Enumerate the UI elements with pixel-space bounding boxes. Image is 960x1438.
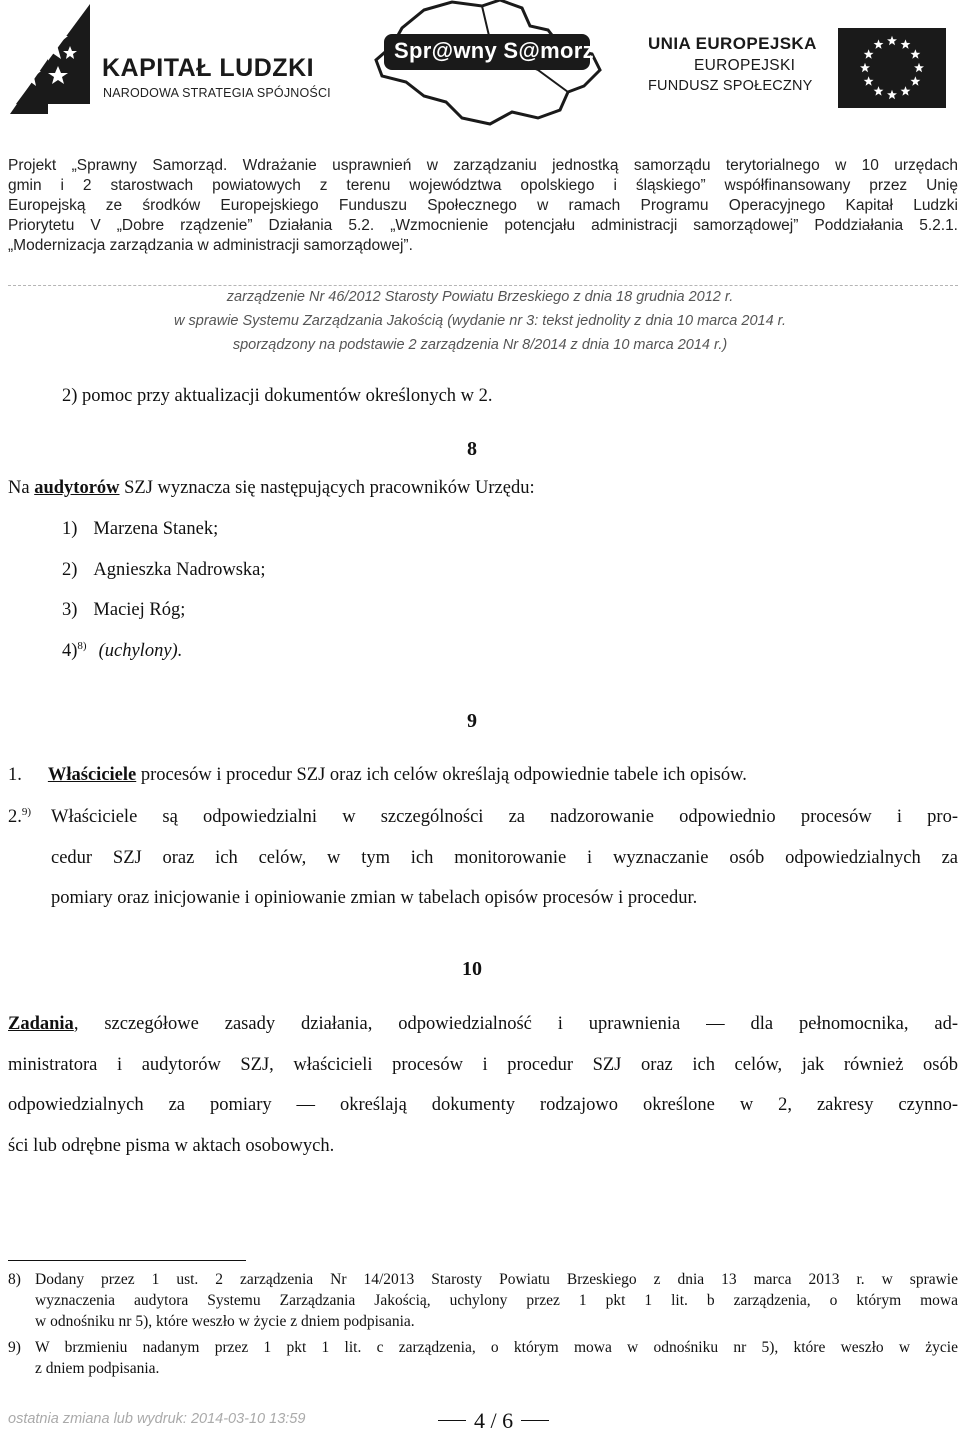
footnote-number: 8) <box>8 1271 21 1288</box>
paragraph-number <box>8 806 31 828</box>
footnote-line: w odnośniku nr 5), które weszło w życie z dniem podpisania. <box>35 1313 415 1330</box>
list-item-text: Maciej Róg; <box>93 600 186 620</box>
project-line: Priorytetu V „Dobre rządzenie” Działania 5.2. „Wzmocnienie potencjału administracji samorządowej” Poddziałania 5.2.1. <box>8 217 958 234</box>
intro-rest: SZJ wyznacza się następujących pracowników Urzędu: <box>119 478 535 498</box>
intro-prefix: Na <box>8 478 35 498</box>
footnote-ref-9: 9) <box>21 806 32 818</box>
footnote-line: Dodany przez 1 ust. 2 zarządzenia Nr 14/2013 Starosty Powiatu Brzeskiego z dnia 13 marca 2013 r. w sprawie <box>35 1271 958 1288</box>
tasks-term: Zadania <box>8 1014 74 1034</box>
footnote-number: 9) <box>8 1339 21 1356</box>
section-9-paragraph-1 <box>8 765 958 786</box>
list-item <box>62 519 218 540</box>
project-line: „Modernizacja zarządzania w administracji samorządowej”. <box>8 237 413 254</box>
footnote-line: z dniem podpisania. <box>35 1360 160 1377</box>
ue-subtitle-1: EUROPEJSKI <box>694 57 796 74</box>
project-line: Projekt „Sprawny Samorząd. Wdrażanie usprawnień w zarządzaniu jednostką samorządu terytorialnego w 10 urzędach <box>8 157 958 174</box>
list-item-number: 4) <box>62 641 78 661</box>
kapital-ludzki-emblem-icon <box>8 4 98 116</box>
list-item-number: 3) <box>62 600 78 620</box>
footnote-line: wyznaczenia audytora Systemu Zarządzania Jakością, uchylony przez 1 pkt 1 lit. b zarządzenia, o którym mowa <box>35 1292 958 1309</box>
section-8-intro <box>8 478 535 499</box>
list-item-number: 1) <box>62 519 78 539</box>
reference-line-3: sporządzony na podstawie 2 zarządzenia Nr 8/2014 z dnia 10 marca 2014 r.) <box>232 337 728 353</box>
page-number <box>430 1408 557 1434</box>
sprawny-samorzad-logo <box>362 0 621 126</box>
reference-line-1: zarządzenie Nr 46/2012 Starosty Powiatu Brzeskiego z dnia 18 grudnia 2012 r. <box>226 289 734 305</box>
reference-line-2: w sprawie Systemu Zarządzania Jakością (wydanie nr 3: tekst jednolity z dnia 10 marca 2014 r. <box>174 313 786 329</box>
section-10-paragraph <box>8 1004 958 1166</box>
auditors-term: audytorów <box>34 478 120 498</box>
list-item-text: Agnieszka Nadrowska; <box>93 560 266 580</box>
ue-subtitle-2: FUNDUSZ SPOŁECZNY <box>648 78 813 94</box>
kapital-ludzki-logo <box>8 4 338 116</box>
section-9-paragraph-2 <box>51 797 958 919</box>
section-heading-10: 10 <box>462 958 482 980</box>
page-number-text: 4 / 6 <box>474 1408 514 1433</box>
list-item <box>62 560 266 581</box>
unia-europejska-logo <box>648 26 948 110</box>
kapital-ludzki-title: KAPITAŁ LUDZKI <box>102 54 315 82</box>
paragraph-line: cedur SZJ oraz ich celów, w tym ich monitorowanie i wyznaczanie osób odpowiedzialnych za <box>51 847 958 868</box>
list-item <box>62 600 185 621</box>
list-item <box>62 640 182 662</box>
footnote-line: W brzmieniu nadanym przez 1 pkt 1 lit. c zarządzenia, o którym mowa w odnośniku nr 5), które weszło w życie <box>35 1339 958 1356</box>
paragraph-line: ministratora i audytorów SZJ, właścicieli procesów i procedur SZJ oraz ich celów, jak również osób <box>8 1054 958 1075</box>
section-heading-8: 8 <box>467 438 477 460</box>
project-description <box>8 156 958 256</box>
last-change-stamp: ostatnia zmiana lub wydruk: 2014-03-10 13:59 <box>8 1411 306 1427</box>
eu-flag-icon <box>838 28 946 108</box>
list-item-number: 2) <box>62 560 78 580</box>
paragraph-number: 1. <box>8 765 22 785</box>
footnote-ref-8: 8) <box>77 640 87 652</box>
paragraph-number-label: 2. <box>8 807 22 827</box>
list-item-text: Marzena Stanek; <box>93 519 219 539</box>
project-line: gmin i 2 starostwach powiatowych z terenu województwa opolskiego i śląskiego” współfinansowany przez Unię <box>8 177 958 194</box>
sprawny-samorzad-text: Spr@wny S@morząd <box>394 38 621 63</box>
ue-title: UNIA EUROPEJSKA <box>648 34 817 53</box>
paragraph-line: Właściciele są odpowiedzialni w szczególności za nadzorowanie odpowiednio procesów i pro- <box>51 807 958 827</box>
footnote-divider <box>8 1260 246 1261</box>
project-line: Europejską ze środków Europejskiego Funduszu Społecznego w ramach Programu Operacyjnego Kapitał Ludzki <box>8 197 958 214</box>
paragraph-line: pomiary oraz inicjowanie i opiniowanie zmian w tabelach opisów procesów i procedur. <box>51 888 698 908</box>
list-item-text: (uchylony). <box>98 641 183 661</box>
paragraph-line: odpowiedzialnych za pomiary — określają dokumenty rodzajowo określone w 2, zakresy czynno- <box>8 1095 958 1115</box>
paragraph-text: , szczegółowe zasady działania, odpowiedzialność i uprawnienia — dla pełnomocnika, ad- <box>73 1014 958 1034</box>
owners-term: Właściciele <box>47 765 137 785</box>
paragraph-line <box>8 1004 958 1045</box>
footnote-8 <box>8 1269 958 1332</box>
paragraph-line: ści lub odrębne pisma w aktach osobowych. <box>8 1135 335 1156</box>
list-item-continued: 2) pomoc przy aktualizacji dokumentów określonych w 2. <box>62 386 493 406</box>
section-heading-9: 9 <box>467 710 477 732</box>
kapital-ludzki-subtitle: NARODOWA STRATEGIA SPÓJNOŚCI <box>103 86 331 100</box>
header-divider <box>8 285 958 286</box>
footnote-9 <box>8 1337 958 1379</box>
paragraph-text: procesów i procedur SZJ oraz ich celów określają odpowiednie tabele ich opisów. <box>136 765 747 785</box>
